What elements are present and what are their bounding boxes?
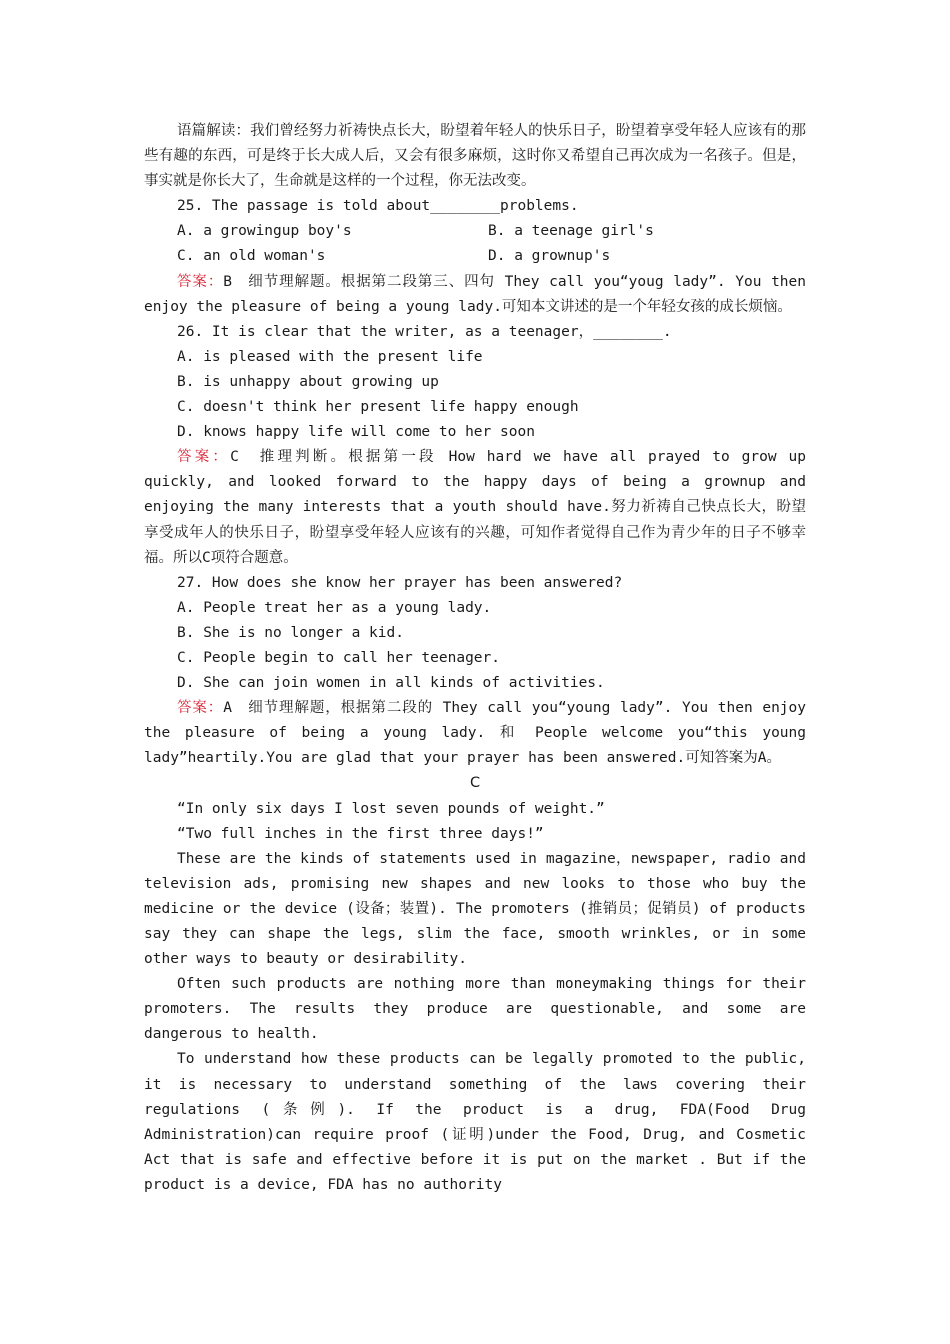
- option-d: D. She can join women in all kinds of activities.: [177, 675, 605, 692]
- options-row: [144, 244, 806, 269]
- answer-explanation: [144, 270, 806, 320]
- option-d: D. knows happy life will come to her soon: [177, 424, 535, 441]
- question-stem: 25. The passage is told about________problems.: [177, 198, 579, 215]
- answer-explanation: [144, 445, 806, 570]
- answer-label: 答案：: [177, 700, 224, 717]
- question-stem: 27. How does she know her prayer has been answered?: [177, 574, 623, 591]
- document-page: [144, 119, 806, 1198]
- question-stem: 26. It is clear that the writer, as a teenager，________.: [177, 323, 672, 340]
- answer-text: B 细节理解题。根据第二段第三、四句 They call you“youg lady”. You then enjoy the pleasure of being a young lady.可知本文讲述的是一个年轻女孩的成长烦恼。: [144, 273, 806, 315]
- option-a: A. a growingup boy's: [177, 223, 352, 240]
- question-26: [144, 320, 806, 571]
- options-row: [144, 219, 806, 244]
- passage-summary: 语篇解读：我们曾经努力祈祷快点长大，盼望着年轻人的快乐日子，盼望着享受年轻人应该有的那些有趣的东西，可是终于长大成人后，又会有很多麻烦，这时你又希望自己再次成为一名孩子。但是，事实就是你长大了，生命就是这样的一个过程，你无法改变。: [144, 123, 806, 190]
- answer-label: 答案：: [177, 449, 231, 466]
- answer-label: 答案：: [177, 273, 224, 290]
- option-a: A. is pleased with the present life: [177, 348, 483, 365]
- option-d: D. a grownup's: [488, 248, 611, 265]
- passage-paragraph: These are the kinds of statements used in magazine，newspaper, radio and television ads, promising new shapes and new looks to those who buy the medicine or the device (设备；装置). The promoters (推销员；促销员) of products say they can shape the legs, slim the face, smooth wrinkles, or in some other ways to beauty or desirability.: [144, 850, 806, 968]
- option-a: A. People treat her as a young lady.: [177, 599, 492, 616]
- section-heading: C: [469, 775, 481, 792]
- question-25: [144, 194, 806, 319]
- option-c: C. People begin to call her teenager.: [177, 649, 501, 666]
- option-b: B. a teenage girl's: [488, 223, 654, 240]
- answer-text: A 细节理解题，根据第二段的 They call you“young lady”. You then enjoy the pleasure of being a young lady. 和 People welcome you“this young lady”heartily.You are glad that your prayer has been answered.可知答案为A。: [144, 700, 806, 767]
- option-c: C. an old woman's: [177, 248, 326, 265]
- option-c: C. doesn't think her present life happy enough: [177, 399, 579, 416]
- quote-line: “In only six days I lost seven pounds of weight.”: [177, 800, 605, 817]
- quote-line: “Two full inches in the first three days!”: [177, 825, 544, 842]
- option-b: B. She is no longer a kid.: [177, 624, 404, 641]
- option-b: B. is unhappy about growing up: [177, 373, 439, 390]
- passage-paragraph: To understand how these products can be legally promoted to the public, it is necessary to understand something of the laws covering their regulations (条例). If the product is a drug, FDA(Food Drug Administration)can require proof (证明)under the Food, Drug, and Cosmetic Act that is safe and effective before it is put on the market . But if the product is a device, FDA has no authority: [144, 1051, 806, 1193]
- question-27: [144, 571, 806, 772]
- answer-text: C 推理判断。根据第一段 How hard we have all prayed to grow up quickly, and looked forward to the happy days of being a grownup and enjoying the many interests that a youth should have.努力祈祷自己快点长大，盼望享受成年人的快乐日子，盼望享受年轻人应该有的兴趣，可知作者觉得自己作为青少年的日子不够幸福。所以C项符合题意。: [144, 449, 806, 566]
- passage-paragraph: Often such products are nothing more than moneymaking things for their promoters. The results they produce are questionable, and some are dangerous to health.: [144, 976, 806, 1043]
- answer-explanation: [144, 696, 806, 771]
